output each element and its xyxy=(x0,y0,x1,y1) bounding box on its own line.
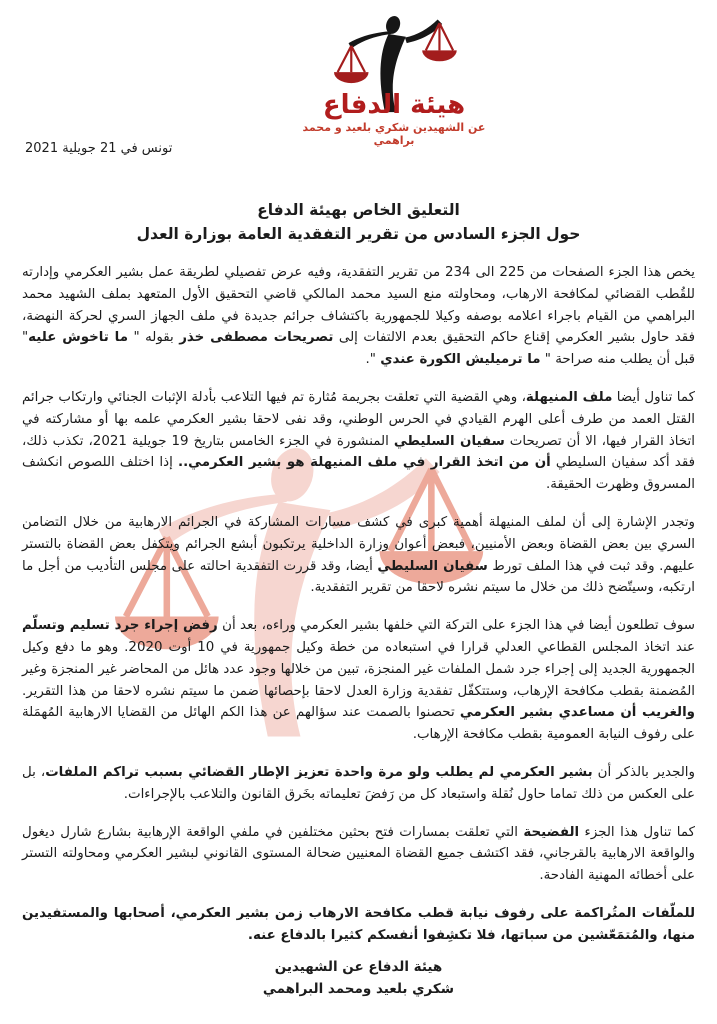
signature-line2: شكري بلعيد ومحمد البراهمي xyxy=(262,981,455,997)
paragraph xyxy=(22,822,695,887)
paragraph-text-bold: سفيان السليطي xyxy=(377,558,488,574)
paragraph-text: تحصنوا بالصمت عند سؤالهم عن هذا الكم الهائل من القضايا الارهابية المُهمَلة على رفوف النيابة العمومية بقطب مكافحة الإرهاب. xyxy=(22,705,695,743)
logo-title: هيئة الدفاع xyxy=(322,90,466,120)
paragraph xyxy=(22,615,695,746)
document-title xyxy=(0,198,717,246)
paragraph-text: ، وهي القضية التي تعلقت بجريمة مُثارة تم فيها التلاعب بأدلة الإثبات الجنائي وارتكاب جرائم القتل العمد من طرف أعلى الهرم القيادي في الحرس الوطني، وقد نفى لاحقا بشير العكرمي علمه بها أو مشاركته في اتخاذ القرار فيها، الا أن تصريحات xyxy=(22,389,695,449)
signature-block xyxy=(0,956,717,1000)
paragraph xyxy=(22,903,695,947)
date-line: تونس في 21 جويلية 2021 xyxy=(25,141,173,156)
paragraph-text-bold: ما تاخوش عليه xyxy=(28,330,128,346)
paragraph-text: أيضا، وقد قررت التفقدية احالته على مجلس التأديب من أجل ما ارتكبه، وسيتّضح ذلك من خلال ما سيتم نشره لاحقا من تقرير التفقدية. xyxy=(22,558,695,596)
paragraph-text: التي تعلقت بمسارات فتح بحثين مختلفين في ملفي الواقعة الإرهابية بشارع شارل ديغول والواقعة الارهابية بالقرجاني، فقد اكتشف جميع القضاة المعنيين ضحالة المستوى القانوني لبشير العكرمي ومحاولته التستر على أخطائه المهنية الفادحة. xyxy=(22,824,695,884)
paragraph-text: عند اتخاذ المجلس القطاعي العدلي قرارا في استبعاده من خطة وكيل جمهورية في 10 أوت 2020. وهو ما دفع وكيل الجمهورية الجديد إلى إجراء جرد شمل الملفات غير المنجزة، تبين من خلالها وجود عدد هائل من المحاضر غير المنجزة وغير المُضمنة بقطب مكافحة الإرهاب، وستتكفّل تفقدية وزارة العدل لاحقا بإحصائها ضمن ما سيتم نشره لاحقا من هذا التقرير. xyxy=(22,639,695,699)
document-title-line2: حول الجزء السادس من تقرير التفقدية العامة بوزارة العدل xyxy=(136,225,581,243)
signature-line1: هيئة الدفاع عن الشهيدين xyxy=(274,959,443,975)
paragraph-text-bold: سفيان السليطي xyxy=(393,433,505,449)
org-logo xyxy=(294,14,494,147)
paragraph-text: كما تناول هذا الجزء xyxy=(579,824,695,840)
paragraph-text: سوف تطلعون أيضا في هذا الجزء على التركة التي خلفها بشير العكرمي وراءه، بعد أن xyxy=(217,618,695,634)
paragraph-text: ، بل على العكس من ذلك تماما حاول نُقلة واستبعاد كل من رَفضَ تعليماته بخَرق القانون والتلاعب بالإجراءات. xyxy=(22,764,695,802)
paragraph-text-bold: رفض إجراء جرد تسليم وتسلّم xyxy=(22,618,218,634)
paragraph-text: يخص هذا الجزء الصفحات من 225 الى 234 من تقرير التفقدية، وفيه عرض تفصيلي لطريقة عمل بشير العكرمي وإدارته للقُطب القضائي لمكافحة الارهاب، ومحاولته منع السيد محمد المالكي قاضي التحقيق الأول المتعهد بملف الشهيد محمد البراهمي من القيام باجراء اعلامه بوصفه وكيلا للجمهورية باكتشاف جرائم جديدة في ملف الجهاز السري لحركة النهضة، فقد حاول بشير العكرمي إقناع حاكم التحقيق بعدم الالتفات إلى xyxy=(22,265,695,346)
paragraph-text-bold: للملّفات المتُراكمة على رفوف نيابة قطب مكافحة الارهاب زمن بشير العكرمي، أصحابها والمستفيدين منها، والمُتمَعّشين من سباتها، فلا تكشِفوا أنفسكم كثيرا بالدفاع عنه. xyxy=(22,905,695,943)
paragraph-text-bold: ما ترميليش الكورة عندي xyxy=(380,352,541,368)
paragraph-text: المنشورة في الجزء الخامس بتاريخ 19 جويلية 2021، تكذب ذلك، فقد أكد سفيان السليطي xyxy=(22,433,695,471)
paragraph-text-bold: تصريحات مصطفى خذر xyxy=(179,330,334,346)
paragraph xyxy=(22,512,695,599)
paragraph-text-bold: ملف المنيهلة xyxy=(525,389,613,405)
paragraph-text-bold: بشير العكرمي لم يطلب ولو مرة واحدة تعزيز الإطار القضائي بسبب تراكم الملفات xyxy=(45,764,593,780)
paragraph xyxy=(22,762,695,806)
paragraph-text-bold: أن من اتخذ القرار في ملف المنيهلة هو بشير العكرمي.. xyxy=(177,455,551,471)
body-paragraphs xyxy=(22,262,695,963)
paragraph-text: كما تناول أيضا xyxy=(612,389,695,405)
paragraph-text: " قبل أن يطلب منه صراحة " xyxy=(22,330,695,368)
paragraph-text: والجدير بالذكر أن xyxy=(592,764,695,780)
paragraph-text: وتجدر الإشارة إلى أن لملف المنيهلة أهمية كبرى في كشف مسارات المشاركة في الجرائم الارهابية من خلال التضامن السري بين بعض القضاة وبعض الأمنيين، فبعض أعوان وزارة الداخلية يرتكبون أبشع الجرائم ويتكفل بعض القضاة بالتستر عليهم. وقد ثبت في هذا الملف تورط xyxy=(22,514,695,574)
paragraph xyxy=(22,387,695,496)
logo-subtitle: عن الشهيدين شكري بلعيد و محمد براهمي xyxy=(302,121,486,147)
paragraph-text: ". xyxy=(365,352,381,368)
paragraph xyxy=(22,262,695,371)
paragraph-text-bold: الفضيحة xyxy=(523,824,580,840)
paragraph-text: إذا اختلف اللصوص انكشف المسروق وظهرت الحقيقة. xyxy=(22,455,695,493)
paragraph-text-bold: والغريب أن مساعدي بشير العكرمي xyxy=(459,705,695,721)
paragraph-text: بقوله " xyxy=(128,330,180,346)
document-title-line1: التعليق الخاص بهيئة الدفاع xyxy=(257,201,460,219)
